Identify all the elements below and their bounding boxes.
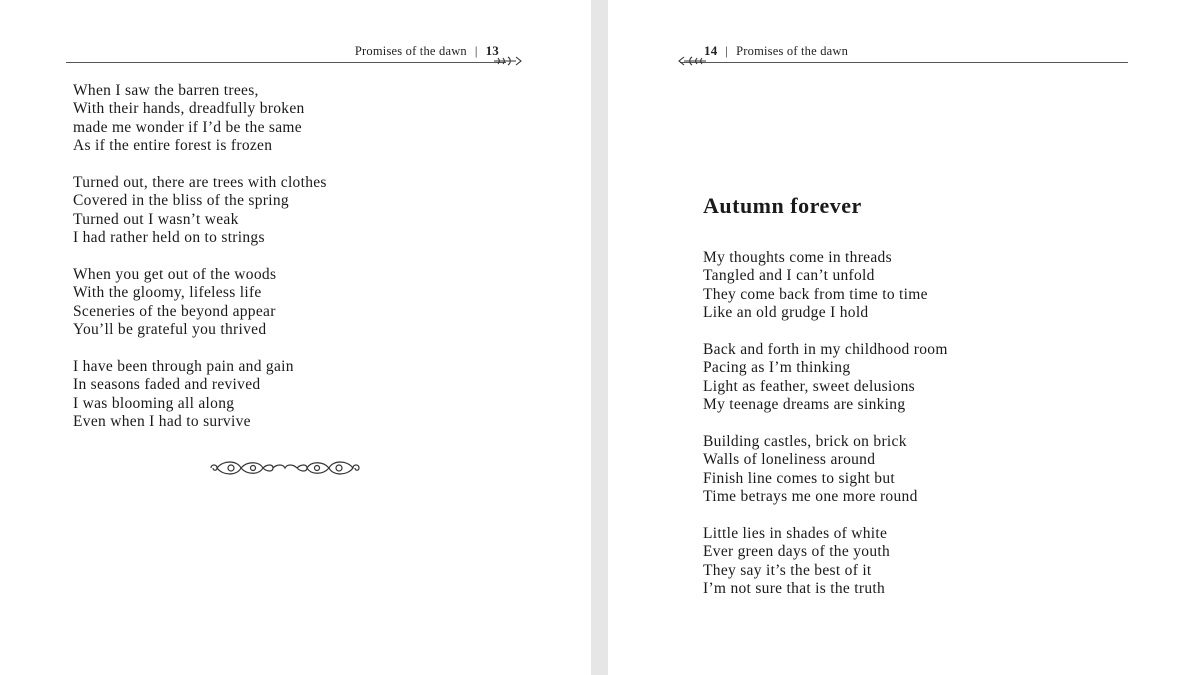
poem-line: When I saw the barren trees, [73,82,259,99]
poem-line: I’m not sure that is the truth [703,580,886,598]
header-ornament-icon [494,55,522,67]
poem-line: Like an old grudge I hold [703,304,869,322]
poem-line: Pacing as I’m thinking [703,359,851,377]
stanza [73,82,327,156]
poem-body-left [73,82,327,432]
poem-line: Finish line comes to sight but [703,469,895,487]
poem-line: Building castles, brick on brick [703,433,907,451]
running-header-left [355,43,499,59]
left-page [0,0,591,675]
poem-line: Covered in the bliss of the spring [73,192,289,210]
header-ornament-icon [678,55,706,67]
poem-line: They say it’s the best of it [703,561,872,579]
poem-line: Light as feather, sweet delusions [703,377,916,395]
poem-line: Tangled and I can’t unfold [703,267,875,285]
poem-line: With the gloomy, lifeless life [73,284,262,302]
poem-line: Walls of loneliness around [703,451,876,469]
poem-line: I had rather held on to strings [73,229,265,247]
header-separator: | [474,44,478,58]
stanza [703,525,948,599]
header-book-title: Promises of the dawn [354,44,467,58]
poem-line: Sceneries of the beyond appear [73,302,276,320]
header-book-title: Promises of the dawn [736,44,849,58]
poem-line: made me wonder if I’d be the same [73,118,302,136]
poem-line: Time betrays me one more round [703,488,918,506]
poem-line: You’ll be grateful you thrived [73,321,267,339]
poem-line: My teenage dreams are sinking [703,396,906,414]
header-rule [66,62,506,63]
poem-line: Even when I had to survive [73,413,251,431]
poem-body-right [703,249,948,599]
poem-line: They come back from time to time [703,285,928,303]
stanza [703,433,948,507]
running-header-right [704,43,848,59]
poem-line: Ever green days of the youth [703,543,891,561]
poem-line: Back and forth in my childhood room [703,341,948,359]
poem-line: Little lies in shades of white [703,525,888,543]
poem-line: Turned out I wasn’t weak [73,210,239,228]
header-rule [680,62,1128,63]
poem-line: With their hands, dreadfully broken [73,100,305,118]
flourish-divider-icon [207,457,363,479]
poem-line: My thoughts come in threads [703,249,892,266]
poem-line: In seasons faded and revived [73,376,261,394]
right-page [608,0,1200,675]
page-number: 13 [485,43,499,58]
header-separator: | [725,44,729,58]
stanza [703,249,948,323]
stanza [703,341,948,415]
page-number: 14 [704,43,718,58]
poem-line: As if the entire forest is frozen [73,137,273,155]
stanza [73,266,327,340]
poem-title: Autumn forever [703,193,862,218]
poem-line: When you get out of the woods [73,266,277,284]
stanza [73,358,327,432]
stanza [73,174,327,248]
poem-line: I have been through pain and gain [73,358,294,376]
poem-line: Turned out, there are trees with clothes [73,174,327,192]
poem-line: I was blooming all along [73,394,235,412]
